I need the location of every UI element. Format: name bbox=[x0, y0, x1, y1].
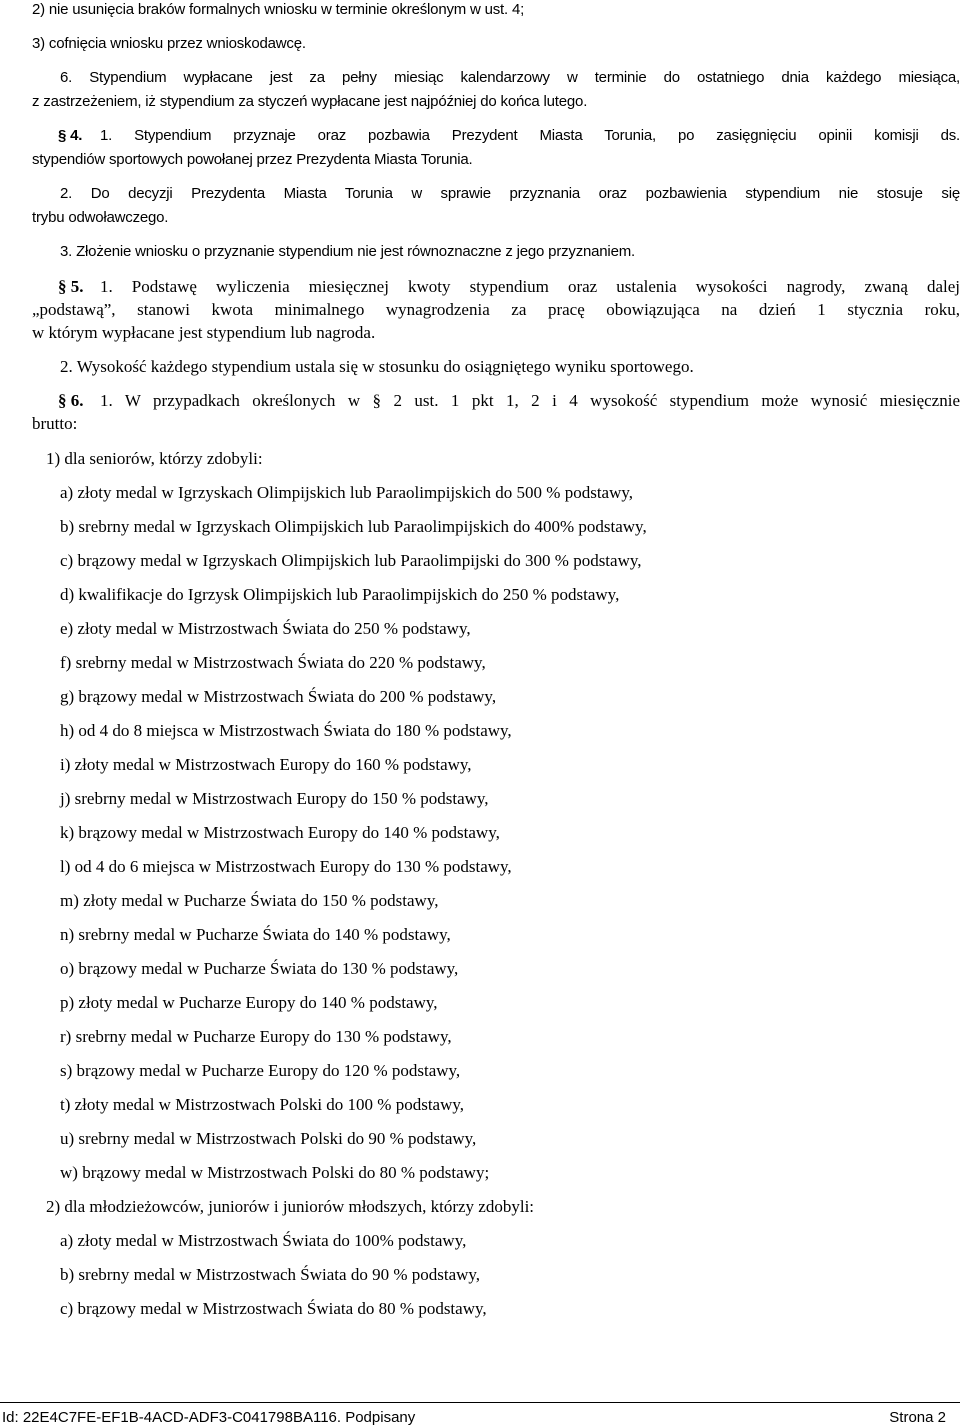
paragraph-line: brutto: bbox=[32, 414, 78, 433]
section-number: § 5. bbox=[58, 277, 84, 296]
list-item: j) srebrny medal w Mistrzostwach Europy do 150 % podstawy, bbox=[60, 789, 489, 808]
paragraph-line: 1. Stypendium przyznaje oraz pozbawia Prezydent Miasta Torunia, po zasięgnięciu opinii komisji ds. bbox=[100, 127, 960, 144]
list-item: t) złoty medal w Mistrzostwach Polski do 100 % podstawy, bbox=[60, 1095, 465, 1114]
list-item: c) brązowy medal w Mistrzostwach Świata do 80 % podstawy, bbox=[60, 1299, 487, 1318]
paragraph-line: 6. Stypendium wypłacane jest za pełny miesiąc kalendarzowy w terminie do ostatniego dnia każdego miesiąca, bbox=[60, 69, 960, 86]
list-heading: 1) dla seniorów, którzy zdobyli: bbox=[46, 449, 263, 468]
paragraph-line: 1. Podstawę wyliczenia miesięcznej kwoty stypendium oraz ustalenia wysokości nagrody, zwaną dalej bbox=[100, 277, 960, 296]
section-number: § 4. bbox=[58, 127, 83, 144]
paragraph-line: 3. Złożenie wniosku o przyznanie stypendium nie jest równoznaczne z jego przyznaniem. bbox=[60, 243, 635, 260]
list-item: g) brązowy medal w Mistrzostwach Świata do 200 % podstawy, bbox=[60, 687, 497, 706]
list-item: a) złoty medal w Igrzyskach Olimpijskich lub Paraolimpijskich do 500 % podstawy, bbox=[60, 483, 634, 502]
paragraph-line: 2. Do decyzji Prezydenta Miasta Torunia w sprawie przyznania oraz pozbawienia stypendium nie stosuje się bbox=[60, 185, 960, 202]
list-item: k) brązowy medal w Mistrzostwach Europy do 140 % podstawy, bbox=[60, 823, 500, 842]
paragraph-line: 3) cofnięcia wniosku przez wnioskodawcę. bbox=[32, 35, 306, 52]
list-heading: 2) dla młodzieżowców, juniorów i juniorów młodszych, którzy zdobyli: bbox=[46, 1197, 535, 1216]
list-item: d) kwalifikacje do Igrzysk Olimpijskich lub Paraolimpijskich do 250 % podstawy, bbox=[60, 585, 620, 604]
paragraph-line: stypendiów sportowych powołanej przez Prezydenta Miasta Torunia. bbox=[32, 151, 473, 168]
list-item: i) złoty medal w Mistrzostwach Europy do 160 % podstawy, bbox=[60, 755, 472, 774]
footer-divider bbox=[0, 1402, 960, 1403]
paragraph-line: 1. W przypadkach określonych w § 2 ust. 1 pkt 1, 2 i 4 wysokość stypendium może wynosić miesięcznie bbox=[100, 391, 960, 410]
page-number: Strona 2 bbox=[889, 1409, 946, 1426]
list-item: e) złoty medal w Mistrzostwach Świata do 250 % podstawy, bbox=[60, 619, 471, 638]
paragraph-line: 2) nie usunięcia braków formalnych wniosku w terminie określonym w ust. 4; bbox=[32, 1, 525, 18]
list-item: r) srebrny medal w Pucharze Europy do 130 % podstawy, bbox=[60, 1027, 452, 1046]
list-item: h) od 4 do 8 miejsca w Mistrzostwach Świata do 180 % podstawy, bbox=[60, 721, 512, 740]
list-item: f) srebrny medal w Mistrzostwach Świata do 220 % podstawy, bbox=[60, 653, 486, 672]
list-item: o) brązowy medal w Pucharze Świata do 130 % podstawy, bbox=[60, 959, 459, 978]
document-id: Id: 22E4C7FE-EF1B-4ACD-ADF3-C041798BA116. Podpisany bbox=[2, 1409, 416, 1426]
list-item: p) złoty medal w Pucharze Europy do 140 % podstawy, bbox=[60, 993, 438, 1012]
list-item: s) brązowy medal w Pucharze Europy do 120 % podstawy, bbox=[60, 1061, 461, 1080]
paragraph-line: w którym wypłacane jest stypendium lub nagroda. bbox=[32, 323, 376, 342]
paragraph-line: „podstawą”, stanowi kwota minimalnego wynagrodzenia za pracę obowiązująca na dzień 1 stycznia roku, bbox=[32, 300, 960, 319]
list-item: b) srebrny medal w Mistrzostwach Świata do 90 % podstawy, bbox=[60, 1265, 481, 1284]
paragraph-line: trybu odwoławczego. bbox=[32, 209, 169, 226]
list-item: m) złoty medal w Pucharze Świata do 150 % podstawy, bbox=[60, 891, 439, 910]
list-item: w) brązowy medal w Mistrzostwach Polski do 80 % podstawy; bbox=[60, 1163, 490, 1182]
list-item: c) brązowy medal w Igrzyskach Olimpijskich lub Paraolimpijski do 300 % podstawy, bbox=[60, 551, 642, 570]
list-item: a) złoty medal w Mistrzostwach Świata do 100% podstawy, bbox=[60, 1231, 467, 1250]
list-item: l) od 4 do 6 miejsca w Mistrzostwach Europy do 130 % podstawy, bbox=[60, 857, 512, 876]
paragraph-line: 2. Wysokość każdego stypendium ustala się w stosunku do osiągniętego wyniku sportowego. bbox=[60, 357, 694, 376]
list-item: n) srebrny medal w Pucharze Świata do 140 % podstawy, bbox=[60, 925, 451, 944]
section-number: § 6. bbox=[58, 391, 84, 410]
paragraph-line: z zastrzeżeniem, iż stypendium za styczeń wypłacane jest najpóźniej do końca lutego. bbox=[32, 93, 588, 110]
list-item: b) srebrny medal w Igrzyskach Olimpijskich lub Paraolimpijskich do 400% podstawy, bbox=[60, 517, 647, 536]
list-item: u) srebrny medal w Mistrzostwach Polski do 90 % podstawy, bbox=[60, 1129, 477, 1148]
